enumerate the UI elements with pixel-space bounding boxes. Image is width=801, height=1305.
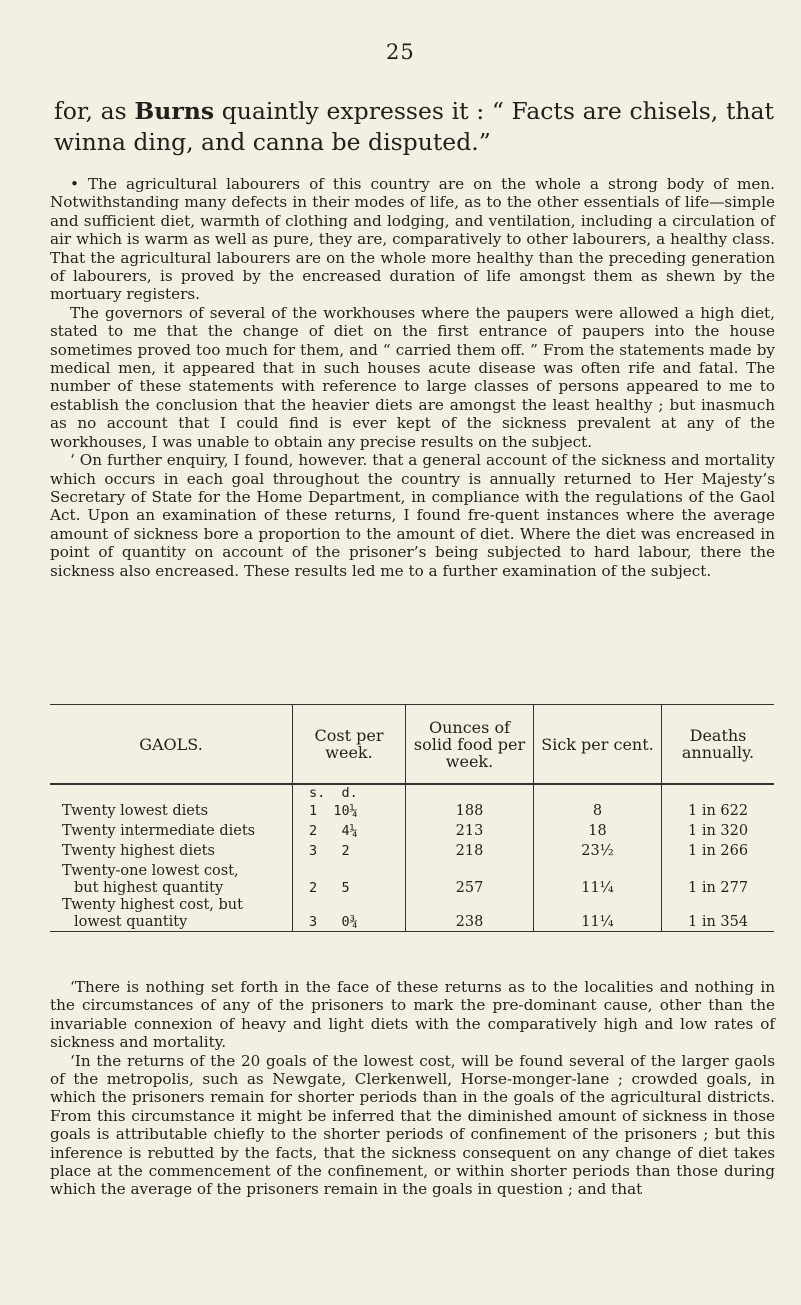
cost-units: s. d.	[293, 784, 406, 803]
deaths-cell: 1 in 266	[662, 843, 775, 863]
gaol-label-line: lowest quantity	[74, 914, 188, 930]
ounces-cell: 213	[406, 823, 534, 843]
cost-cell: 2 5	[293, 863, 406, 897]
ounces-cell: 238	[406, 897, 534, 932]
gaol-label	[50, 897, 293, 932]
gaol-label-line: Twenty lowest diets	[62, 803, 209, 819]
gaol-label	[50, 863, 293, 897]
ounces-cell: 257	[406, 863, 534, 897]
ounces-cell: 188	[406, 803, 534, 823]
sick-cell: 8	[534, 803, 662, 823]
gaol-label	[50, 803, 293, 823]
header-cost: Cost per week.	[293, 705, 406, 785]
gaol-label-line: Twenty intermediate diets	[62, 823, 256, 839]
quote-author: Burns	[134, 97, 215, 125]
cost-cell: 3 2	[293, 843, 406, 863]
table-row	[50, 843, 774, 863]
paragraph: ‘There is nothing set forth in the face of these returns as to the localities and nothing in the circumstances of any of the prisoners to mark the pre-dominant cause, other than the invariable connexion of heavy and light diets with the comparatively high and low rates of sickness and mortality.	[50, 978, 775, 1052]
units-row	[50, 784, 774, 803]
gaol-label-line: Twenty highest cost, but	[62, 897, 243, 913]
table-row	[50, 823, 774, 843]
deaths-cell: 1 in 622	[662, 803, 775, 823]
deaths-cell: 1 in 354	[662, 897, 775, 932]
header-gaols: GAOLS.	[50, 705, 293, 785]
ounces-cell: 218	[406, 843, 534, 863]
header-sick: Sick per cent.	[534, 705, 662, 785]
gaols-table	[50, 704, 774, 932]
sick-cell: 23½	[534, 843, 662, 863]
gaol-label	[50, 823, 293, 843]
deaths-cell: 1 in 320	[662, 823, 775, 843]
closing-text	[50, 978, 775, 1199]
sick-cell: 11¼	[534, 897, 662, 932]
cost-cell: 1 10¼	[293, 803, 406, 823]
header-ounces: Ounces of solid food per week.	[406, 705, 534, 785]
quote-lead: for, as	[54, 97, 135, 125]
header-deaths: Deaths annually.	[662, 705, 775, 785]
deaths-cell: 1 in 277	[662, 863, 775, 897]
gaol-label	[50, 843, 293, 863]
table-row	[50, 897, 774, 932]
gaol-label-line: but highest quantity	[74, 880, 224, 896]
table-row	[50, 803, 774, 823]
table-row	[50, 863, 774, 897]
gaol-label-line: Twenty highest diets	[62, 843, 215, 859]
body-text	[50, 175, 775, 580]
gaol-label-line: Twenty-one lowest cost,	[62, 863, 239, 879]
table-header-row	[50, 705, 774, 785]
sick-cell: 11¼	[534, 863, 662, 897]
cost-cell: 2 4¼	[293, 823, 406, 843]
paragraph: ‘In the returns of the 20 goals of the lowest cost, will be found several of the larger gaols of the metropolis, such as Newgate, Clerkenwell, Horse-monger-lane ; crowded goals, in which the prisoners remain for shorter periods than in the goals of the agricultural districts. From this circumstance it might be inferred that the diminished amount of sickness in those goals is attributable chiefly to the shorter periods of confinement of the prisoners ; but this inference is rebutted by the facts, that the sickness consequent on any change of diet takes place at the commencement of the confinement, or within shorter periods than those during which the average of the prisoners remain in the goals in question ; and that	[50, 1051, 775, 1199]
opening-quote	[54, 96, 774, 158]
paragraph: • The agricultural labourers of this country are on the whole a strong body of men. Notwithstanding many defects in their modes of life, as to the other essentials of life—simple and sufficient diet, warmth of clothing and lodging, and ventilation, including a circulation of air which is warm as well as pure, they are, comparatively to other labourers, a healthy class. That the agricultural labourers are on the whole more healthy than the preceding generation of labourers, is proved by the encreased duration of life amongst them as shewn by the mortuary registers.	[50, 175, 775, 304]
sick-cell: 18	[534, 823, 662, 843]
paragraph: ‘ On further enquiry, I found, however. that a general account of the sickness and mortality which occurs in each goal throughout the country is annually returned to Her Majesty’s Secretary of State for the Home Department, in compliance with the regulations of the Gaol Act. Upon an examination of these returns, I found fre-quent instances where the average amount of sickness bore a proportion to the amount of diet. Where the diet was encreased in point of quantity on account of the prisoner’s being subjected to hard labour, there the sickness also encreased. These results led me to a further examination of the subject.	[50, 451, 775, 580]
quote-text: quaintly expresses it : “ Facts are chisels, that winna ding, and canna be disputed.”	[54, 97, 774, 156]
cost-cell: 3 0¾	[293, 897, 406, 932]
page-number: 25	[386, 40, 415, 64]
paragraph: The governors of several of the workhouses where the paupers were allowed a high diet, stated to me that the change of diet on the first entrance of paupers into the house sometimes proved too much for them, and “ carried them off. ” From the statements made by medical men, it appeared that in such houses acute disease was often rife and fatal. The number of these statements with reference to large classes of persons appeared to me to establish the conclusion that the heavier diets are amongst the least healthy ; but inasmuch as no account that I could find is ever kept of the sickness prevalent at any of the workhouses, I was unable to obtain any precise results on the subject.	[50, 303, 775, 451]
